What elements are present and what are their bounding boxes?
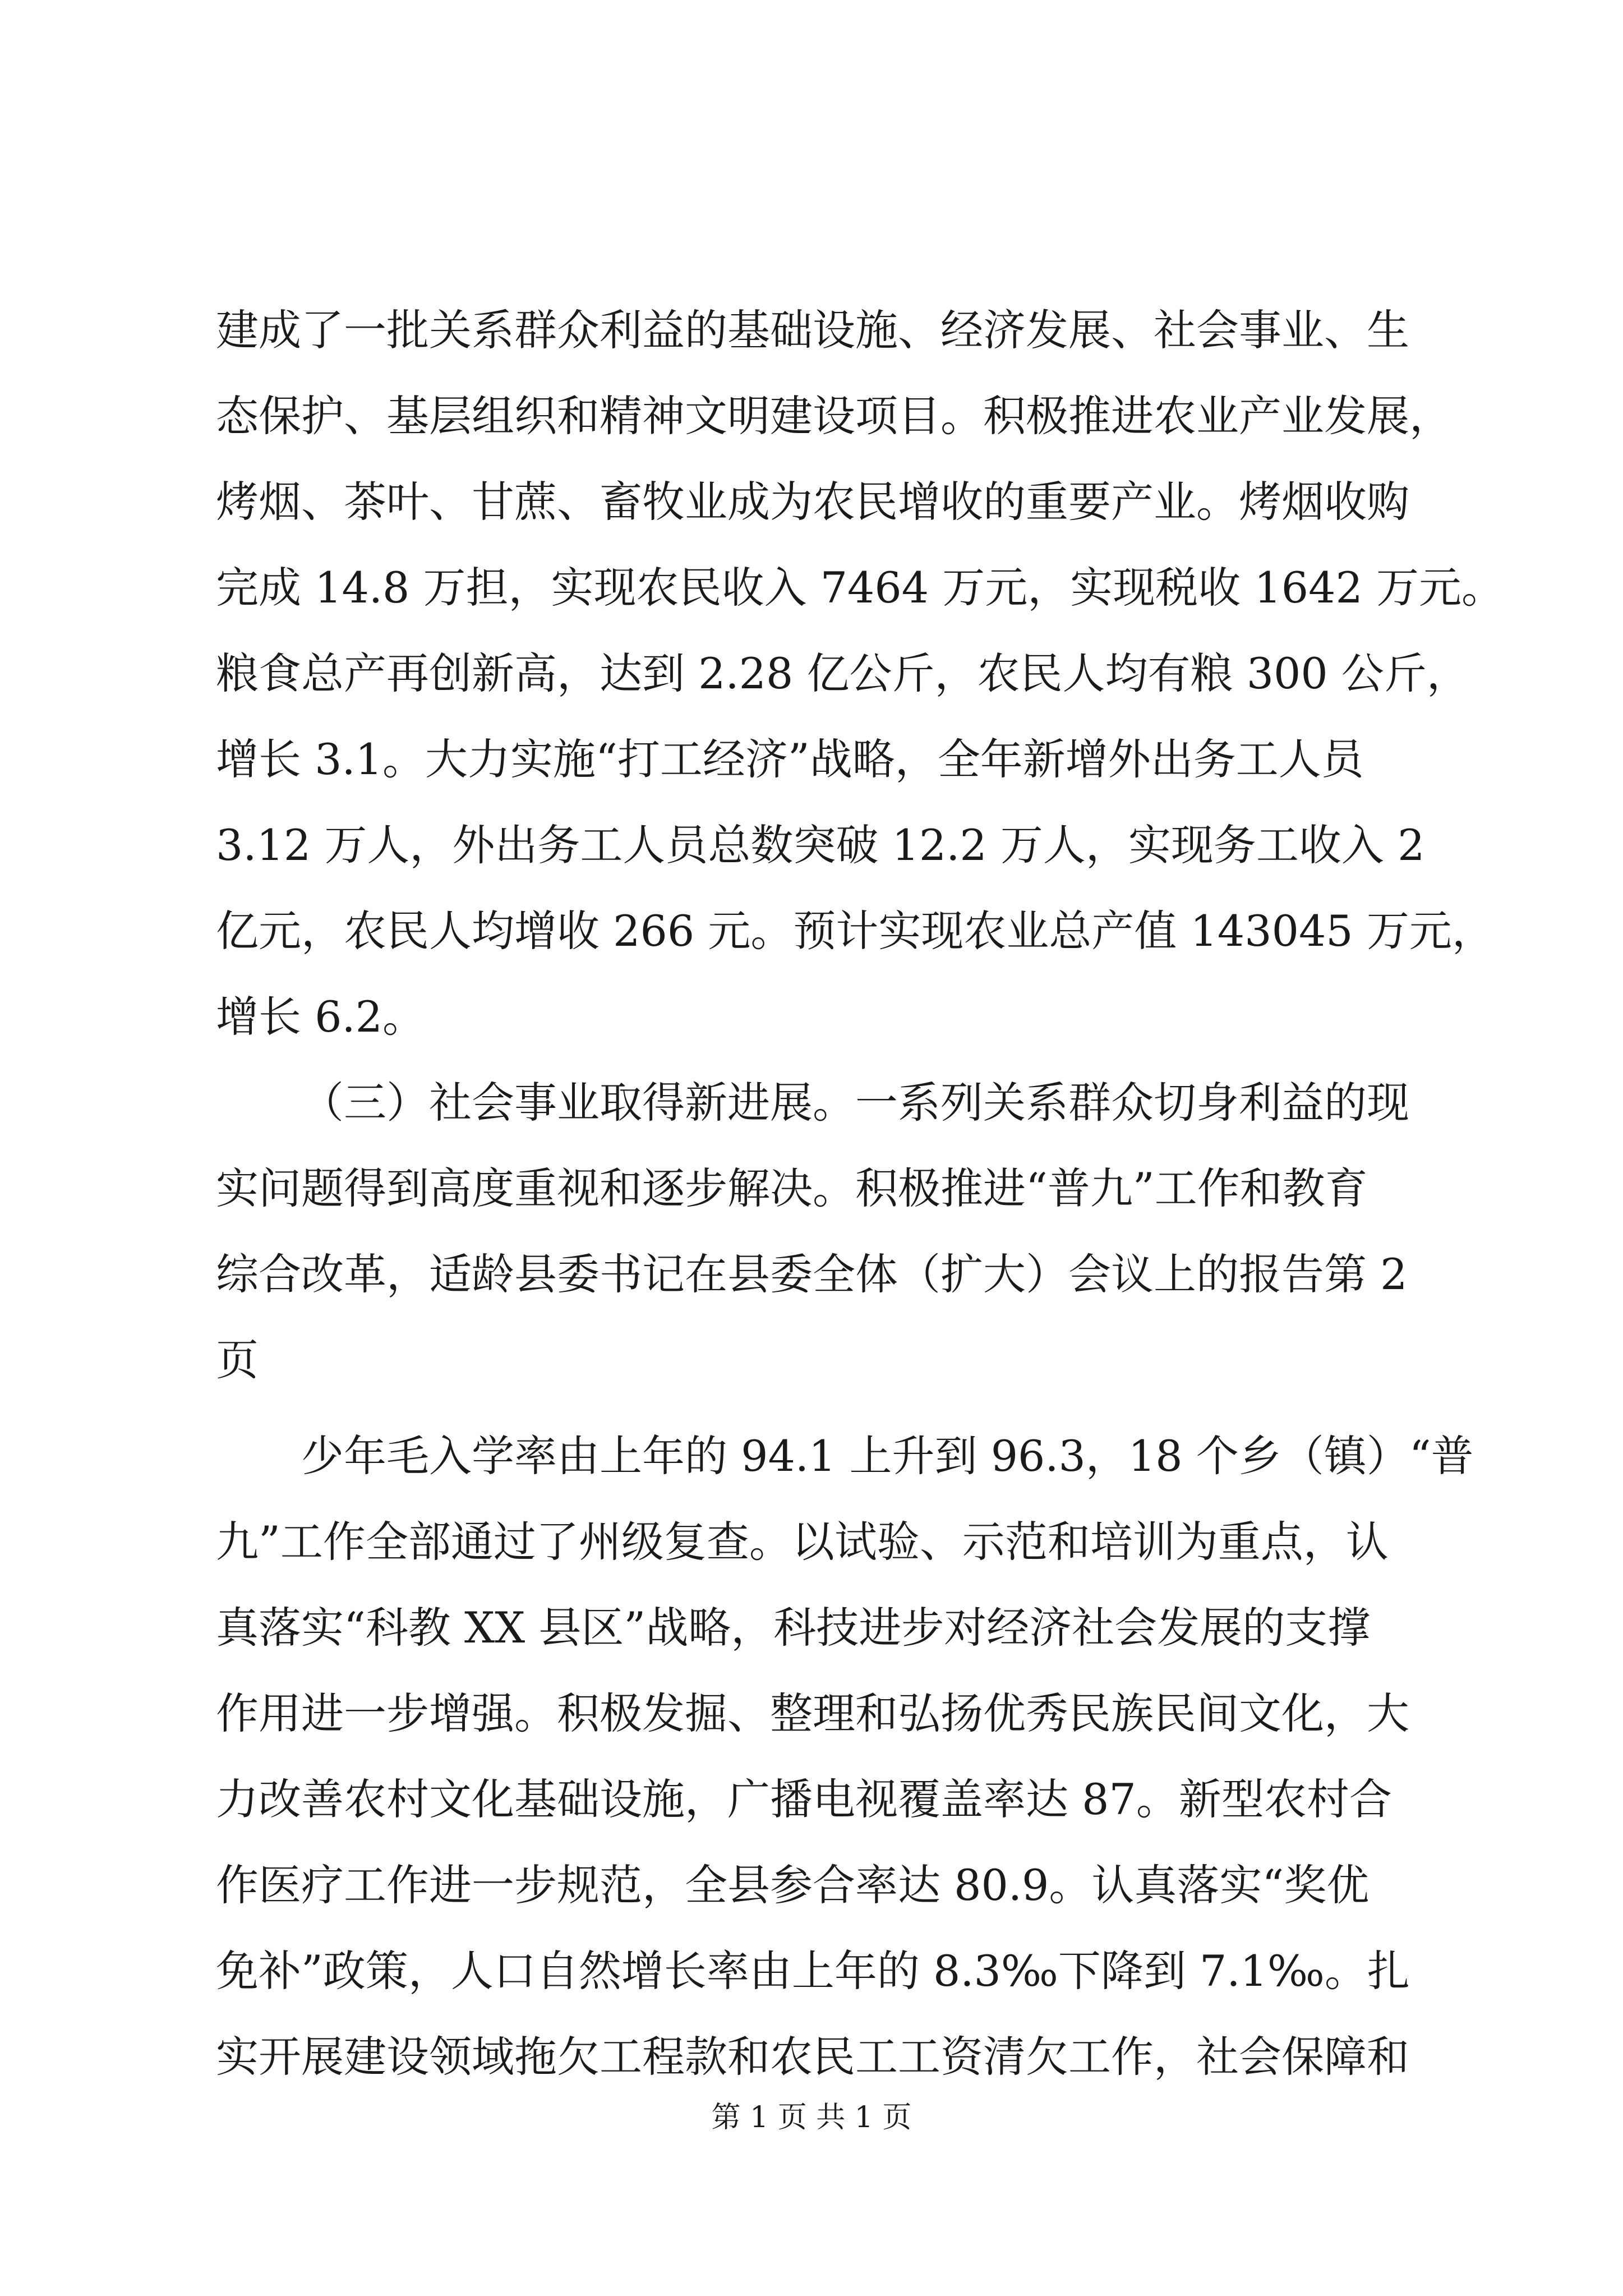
text-line: 增长 3.1。大力实施“打工经济”战略，全年新增外出务工人员 — [216, 734, 1364, 784]
text-line: 烤烟、茶叶、甘蔗、畜牧业成为农民增收的重要产业。烤烟收购 — [216, 477, 1409, 527]
text-line: 综合改革，适龄县委书记在县委全体（扩大）会议上的报告第 2 — [216, 1249, 1408, 1299]
text-line: 九”工作全部通过了州级复查。以试验、示范和培训为重点，认 — [216, 1517, 1389, 1567]
section-heading-line: （三）社会事业取得新进展。一系列关系群众切身利益的现 — [301, 1078, 1409, 1128]
text-line: 免补”政策，人口自然增长率由上年的 8.3‰下降到 7.1‰。扎 — [216, 1946, 1410, 1996]
text-line: 少年毛入学率由上年的 94.1 上升到 96.3，18 个乡（镇）“普 — [301, 1431, 1474, 1481]
text-line: 实开展建设领域拖欠工程款和农民工工资清欠工作，社会保障和 — [216, 2032, 1409, 2082]
text-line: 页 — [216, 1335, 259, 1385]
paragraph-gap — [216, 1403, 1416, 1413]
text-line: 3.12 万人，外出务工人员总数突破 12.2 万人，实现务工收入 2 — [216, 820, 1425, 870]
text-line: 态保护、基层组织和精神文明建设项目。积极推进农业产业发展， — [216, 391, 1452, 441]
text-line: 作医疗工作进一步规范，全县参合率达 80.9。认真落实“奖优 — [216, 1860, 1370, 1910]
text-line: 亿元，农民人均增收 266 元。预计实现农业总产值 143045 万元， — [216, 906, 1495, 956]
text-line: 建成了一批关系群众利益的基础设施、经济发展、社会事业、生 — [216, 305, 1409, 355]
text-line: 增长 6.2。 — [216, 992, 426, 1042]
text-line: 作用进一步增强。积极发掘、整理和弘扬优秀民族民间文化，大 — [216, 1688, 1409, 1738]
text-line: 粮食总产再创新高，达到 2.28 亿公斤，农民人均有粮 300 公斤， — [216, 648, 1469, 698]
text-line: 完成 14.8 万担，实现农民收入 7464 万元，实现税收 1642 万元。 — [216, 563, 1504, 613]
text-line: 真落实“科教 XX 县区”战略，科技进步对经济社会发展的支撑 — [216, 1603, 1371, 1653]
text-line: 实问题得到高度重视和逐步解决。积极推进“普九”工作和教育 — [216, 1163, 1368, 1213]
document-body — [216, 287, 1504, 2100]
page-footer: 第 1 页 共 1 页 — [711, 2101, 912, 2134]
text-line: 力改善农村文化基础设施，广播电视覆盖率达 87。新型农村合 — [216, 1774, 1392, 1824]
